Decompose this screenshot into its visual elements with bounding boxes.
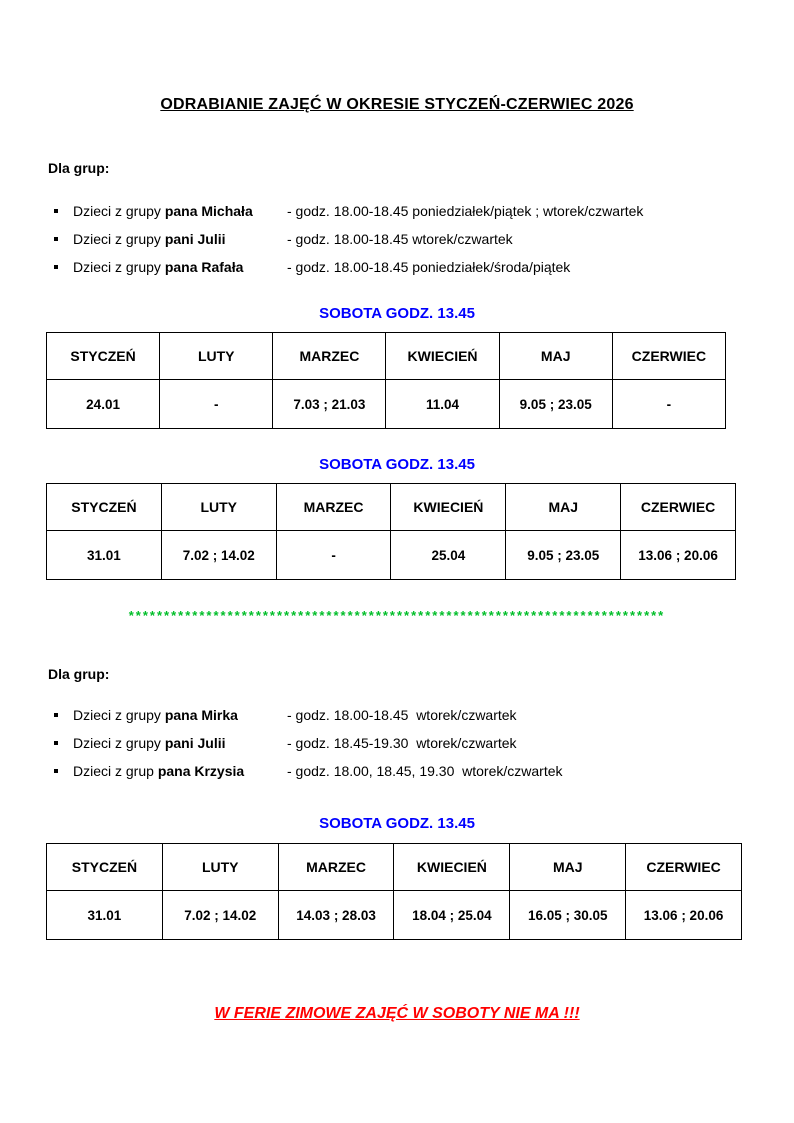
group-schedule-details: - godz. 18.00-18.45 wtorek/czwartek	[287, 231, 513, 247]
table-header-row	[47, 844, 742, 891]
schedule-table-3	[46, 843, 742, 940]
schedule-cell: 7.03 ; 21.03	[273, 380, 386, 429]
group-prefix: Dzieci z grupy	[73, 231, 161, 247]
group-prefix: Dzieci z grupy	[73, 735, 161, 751]
schedule-cell: 25.04	[391, 531, 506, 580]
bullet-square-icon	[54, 741, 58, 745]
column-header: KWIECIEŃ	[394, 844, 510, 891]
column-header: CZERWIEC	[612, 333, 725, 380]
schedule-table-1	[46, 332, 726, 429]
schedule-cell: 9.05 ; 23.05	[499, 380, 612, 429]
group-person-name: pani Julii	[164, 231, 226, 247]
group-prefix: Dzieci z grupy	[73, 259, 161, 275]
schedule-cell: 31.01	[47, 531, 162, 580]
group-person-name: pana Michała	[164, 203, 253, 219]
table-data-row	[47, 380, 726, 429]
group-list-2	[0, 701, 794, 785]
schedule-cell: 31.01	[47, 891, 163, 940]
column-header: LUTY	[161, 484, 276, 531]
column-header: MARZEC	[278, 844, 394, 891]
groups-label-1: Dla grup:	[48, 160, 110, 176]
schedule-cell: 24.01	[47, 380, 160, 429]
bullet-square-icon	[54, 769, 58, 773]
winter-break-warning: W FERIE ZIMOWE ZAJĘĆ W SOBOTY NIE MA !!!	[214, 1005, 580, 1022]
group-name	[73, 707, 287, 723]
asterisk-separator: ****************************************************************************	[128, 608, 666, 623]
group-list-item	[54, 253, 794, 281]
group-prefix: Dzieci z grup	[73, 763, 154, 779]
schedule-cell: 14.03 ; 28.03	[278, 891, 394, 940]
column-header: STYCZEŃ	[47, 844, 163, 891]
bullet-square-icon	[54, 265, 58, 269]
table-heading-1: SOBOTA GODZ. 13.45	[319, 305, 475, 322]
group-name	[73, 203, 287, 219]
table-heading-3: SOBOTA GODZ. 13.45	[319, 815, 475, 832]
column-header: MARZEC	[276, 484, 391, 531]
column-header: CZERWIEC	[621, 484, 736, 531]
column-header: STYCZEŃ	[47, 484, 162, 531]
groups-label-2: Dla grup:	[48, 666, 110, 682]
schedule-cell: 16.05 ; 30.05	[510, 891, 626, 940]
group-list-item	[54, 225, 794, 253]
schedule-cell: 11.04	[386, 380, 499, 429]
schedule-cell: -	[276, 531, 391, 580]
bullet-square-icon	[54, 237, 58, 241]
group-schedule-details: - godz. 18.45-19.30 wtorek/czwartek	[287, 735, 517, 751]
column-header: MAJ	[499, 333, 612, 380]
group-schedule-details: - godz. 18.00, 18.45, 19.30 wtorek/czwartek	[287, 763, 563, 779]
column-header: MARZEC	[273, 333, 386, 380]
group-list-1	[0, 197, 794, 281]
group-list-item	[54, 757, 794, 785]
group-person-name: pana Krzysia	[157, 763, 245, 779]
column-header: CZERWIEC	[626, 844, 742, 891]
group-person-name: pana Rafała	[164, 259, 244, 275]
schedule-cell: -	[612, 380, 725, 429]
bullet-square-icon	[54, 209, 58, 213]
group-list-item	[54, 729, 794, 757]
document-title: ODRABIANIE ZAJĘĆ W OKRESIE STYCZEŃ-CZERWIEC 2026	[160, 96, 634, 113]
group-list-item	[54, 701, 794, 729]
group-schedule-details: - godz. 18.00-18.45 poniedziałek/piątek ; wtorek/czwartek	[287, 203, 644, 219]
group-prefix: Dzieci z grupy	[73, 707, 161, 723]
column-header: KWIECIEŃ	[391, 484, 506, 531]
column-header: KWIECIEŃ	[386, 333, 499, 380]
group-name	[73, 763, 287, 779]
table-header-row	[47, 333, 726, 380]
group-schedule-details: - godz. 18.00-18.45 wtorek/czwartek	[287, 707, 517, 723]
schedule-table-2	[46, 483, 736, 580]
schedule-cell: -	[160, 380, 273, 429]
group-person-name: pani Julii	[164, 735, 226, 751]
column-header: MAJ	[510, 844, 626, 891]
group-name	[73, 231, 287, 247]
table-heading-2: SOBOTA GODZ. 13.45	[319, 456, 475, 473]
table-data-row	[47, 891, 742, 940]
group-name	[73, 735, 287, 751]
schedule-cell: 18.04 ; 25.04	[394, 891, 510, 940]
schedule-cell: 13.06 ; 20.06	[621, 531, 736, 580]
schedule-cell: 9.05 ; 23.05	[506, 531, 621, 580]
group-name	[73, 259, 287, 275]
group-list-item	[54, 197, 794, 225]
column-header: LUTY	[160, 333, 273, 380]
table-header-row	[47, 484, 736, 531]
schedule-cell: 7.02 ; 14.02	[161, 531, 276, 580]
group-person-name: pana Mirka	[164, 707, 238, 723]
schedule-cell: 7.02 ; 14.02	[162, 891, 278, 940]
bullet-square-icon	[54, 713, 58, 717]
table-data-row	[47, 531, 736, 580]
schedule-cell: 13.06 ; 20.06	[626, 891, 742, 940]
column-header: MAJ	[506, 484, 621, 531]
group-prefix: Dzieci z grupy	[73, 203, 161, 219]
group-schedule-details: - godz. 18.00-18.45 poniedziałek/środa/piątek	[287, 259, 571, 275]
column-header: LUTY	[162, 844, 278, 891]
column-header: STYCZEŃ	[47, 333, 160, 380]
